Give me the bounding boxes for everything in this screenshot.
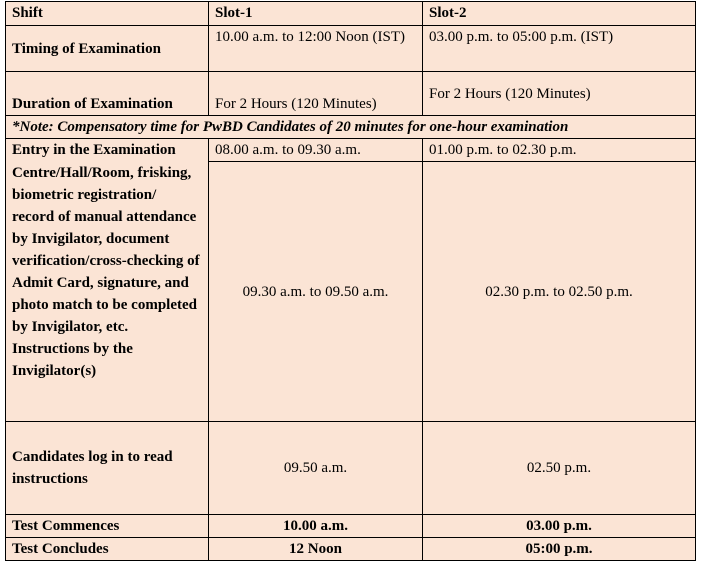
timing-slot-2: 03.00 p.m. to 05:00 p.m. (IST) (423, 26, 696, 72)
frisking-label-cell (6, 162, 209, 422)
frisking-row (6, 162, 696, 422)
exam-schedule-table (5, 1, 696, 561)
header-slot-2: Slot-2 (423, 2, 696, 26)
duration-slot-2: For 2 Hours (120 Minutes) (423, 72, 696, 116)
login-slot-1: 09.50 a.m. (209, 422, 423, 515)
duration-slot-1: For 2 Hours (120 Minutes) (209, 72, 423, 116)
note-row (6, 116, 696, 139)
entry-slot-2: 01.00 p.m. to 02.30 p.m. (423, 139, 696, 162)
duration-row (6, 72, 696, 116)
commences-label: Test Commences (6, 515, 209, 538)
login-slot-2: 02.50 p.m. (423, 422, 696, 515)
entry-row (6, 139, 696, 162)
commences-slot-2: 03.00 p.m. (423, 515, 696, 538)
concludes-slot-2: 05:00 p.m. (423, 538, 696, 561)
duration-label: Duration of Examination (6, 72, 209, 116)
login-label: Candidates log in to read instructions (6, 422, 209, 515)
commences-row (6, 515, 696, 538)
header-row (6, 2, 696, 26)
compensatory-time-note: *Note: Compensatory time for PwBD Candidates of 20 minutes for one-hour examination (6, 116, 696, 139)
concludes-label: Test Concludes (6, 538, 209, 561)
timing-slot-1: 10.00 a.m. to 12:00 Noon (IST) (209, 26, 423, 72)
timing-label: Timing of Examination (6, 26, 209, 72)
instructions-label: Instructions by the Invigilator(s) (12, 340, 133, 379)
commences-slot-1: 10.00 a.m. (209, 515, 423, 538)
frisking-label: Centre/Hall/Room, frisking, biometric registration/ record of manual attendance by Invigilator, document verification/cross-checking of Admit Card, signature, and photo match to be completed by Invigilator, etc. (12, 164, 200, 335)
frisking-slot-1: 09.30 a.m. to 09.50 a.m. (209, 162, 423, 422)
header-shift: Shift (6, 2, 209, 26)
concludes-slot-1: 12 Noon (209, 538, 423, 561)
entry-slot-1: 08.00 a.m. to 09.30 a.m. (209, 139, 423, 162)
concludes-row (6, 538, 696, 561)
header-slot-1: Slot-1 (209, 2, 423, 26)
timing-row (6, 26, 696, 72)
login-row (6, 422, 696, 515)
entry-label: Entry in the Examination (6, 139, 209, 162)
frisking-slot-2: 02.30 p.m. to 02.50 p.m. (423, 162, 696, 422)
